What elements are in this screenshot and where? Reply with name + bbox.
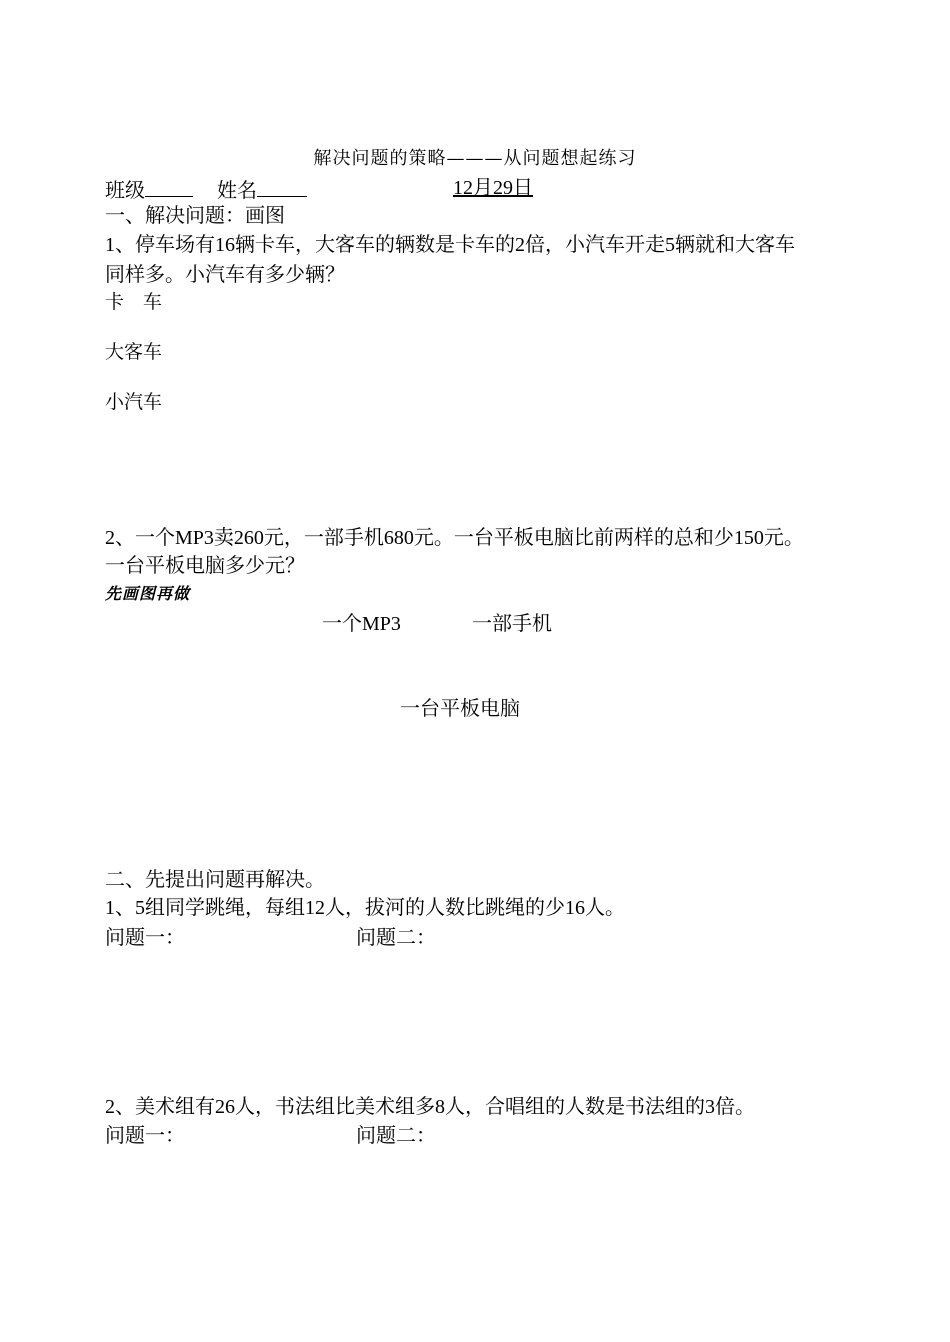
tablet-label: 一台平板电脑	[400, 698, 520, 720]
phone-label: 一部手机	[472, 613, 552, 635]
p2-q1-text: 1、5组同学跳绳，每组12人，拔河的人数比跳绳的少16人。	[105, 897, 625, 919]
page-title: 解决问题的策略———从问题想起练习	[313, 148, 637, 169]
class-label: 班级	[105, 180, 145, 202]
q1-text-line1: 1、停车场有16辆卡车，大客车的辆数是卡车的2倍，小汽车开走5辆就和大客车	[105, 234, 795, 256]
class-blank[interactable]	[145, 178, 193, 197]
q2-text-line2: 一台平板电脑多少元？	[105, 555, 305, 577]
name-label: 姓名	[217, 180, 257, 202]
p2-q1-question-two: 问题二：	[356, 927, 436, 949]
mp3-label: 一个MP3	[322, 613, 401, 635]
q2-text-line1: 2、一个MP3卖260元，一部手机680元。一台平板电脑比前两样的总和少150元。	[105, 527, 804, 549]
section-one-heading: 一、解决问题：画图	[105, 205, 285, 227]
p2-q2-text: 2、美术组有26人，书法组比美术组多8人，合唱组的人数是书法组的3倍。	[105, 1096, 755, 1118]
bus-label: 大客车	[105, 341, 163, 363]
truck-label: 卡 车	[105, 291, 163, 313]
name-blank[interactable]	[257, 178, 307, 197]
draw-first-hint: 先画图再做	[105, 584, 191, 603]
p2-q2-question-one: 问题一：	[105, 1125, 185, 1147]
student-info-row	[105, 178, 307, 201]
q1-text-line2: 同样多。小汽车有多少辆？	[105, 264, 345, 286]
p2-q1-question-one: 问题一：	[105, 927, 185, 949]
section-two-heading: 二、先提出问题再解决。	[105, 869, 325, 891]
date-text: 12月29日	[453, 177, 533, 199]
p2-q2-question-two: 问题二：	[356, 1125, 436, 1147]
car-label: 小汽车	[105, 391, 163, 413]
